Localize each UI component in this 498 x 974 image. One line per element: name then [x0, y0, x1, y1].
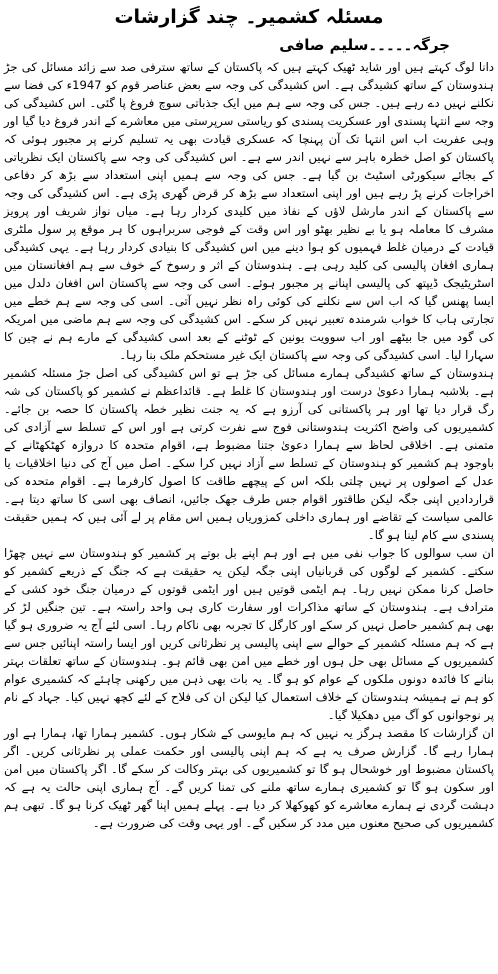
article-paragraph: ہندوستان کے ساتھ کشیدگی ہمارے مسائل کی جڑ ہے تو اس کشیدگی کی اصل جڑ مسئلہ کشمیر ہے۔ بلاشبہ ہمارا دعویٰ درست اور ہندوستان کا غلط ہے۔ قائداعظم نے کشمیر کو پاکستان کی شہ رگ قرار دیا تھا اور ہر پاکستانی کی آرزو ہے کہ یہ جنت نظیر خطہ پاکستان کا حصہ بن جائے۔ کشمیریوں کی واضح اکثریت ہندوستانی فوج سے نفرت کرتی ہے اور اس کے تسلط سے آزادی کی متمنی ہے۔ اخلاقی لحاظ سے ہمارا دعویٰ جتنا مضبوط ہے، اقوام متحدہ کا دروازہ کھٹکھٹانے کے باوجود ہم کشمیر کو ہندوستان کے تسلط سے آزاد نہیں کرا سکے۔ اصل میں آج کی دنیا اخلاقیات یا عدل کے اصولوں پر نہیں چلتی بلکہ اس کے پیچھے طاقت کا اصول کارفرما ہے۔ اقوام متحدہ کی قراردادیں اپنی جگہ لیکن طاقتور اقوام جس طرف جھک جائیں، انصاف بھی اسی کا ساتھ دیتا ہے۔ عالمی سیاست کے تقاضے اور ہماری داخلی کمزوریاں ہمیں اس مقام پر لے آئی ہیں کہ ہمیں حقیقت پسندی سے کام لینا ہو گا۔ — [4, 366, 494, 542]
article-paragraph: دانا لوگ کہتے ہیں اور شاید ٹھیک کہتے ہیں کہ پاکستان کے ساتھ سترفی صد سے زائد مسائل کی جڑ ہندوستان کے ساتھ کشیدگی ہے۔ اس کشیدگی کی وجہ سے بعض عناصر قوم کو 1947ء کی فضا سے نکلنے نہیں دے رہے ہیں۔ جس کی وجہ سے ہم میں ایک جذباتی سوچ فروغ پا گئی۔ اس کشیدگی کی وجہ سے انتہا پسندی اور عسکریت پسندی کو ریاستی سرپرستی میں معاشرے کے اندر فروغ دیا گیا اور وہی عفریت اب اس انتہا تک آن پہنچا کہ عسکری قیادت بھی یہ تسلیم کرنے پر مجبور ہوئی کہ پاکستان کو اصل خطرہ باہر سے نہیں اندر سے ہے۔ اس کشیدگی کی وجہ سے پاکستان ایک نظریاتی کے بجائے سیکورٹی اسٹیٹ بن گیا ہے۔ جس کی وجہ سے ہمیں اپنی استعداد سے بڑھ کر دفاعی اخراجات کرنے پڑ رہے ہیں اور اپنی استعداد سے بڑھ کر قرض گھری پڑی ہے۔ اس کشیدگی کی وجہ سے پاکستان کے اندر مارشل لاؤں کے نفاذ میں کلیدی کردار رہا ہے۔ میاں نواز شریف اور پرویز مشرف کا معاملہ ہو یا بے نظیر بھٹو اور اس وقت کے فوجی سربراہوں کا ہر موقع پر سول ملٹری قیادت کے درمیان غلط فہمیوں کو ہوا دینے میں اس کشیدگی کا بنیادی کردار رہا ہے۔ یہی کشیدگی ہماری افغان پالیسی کی کلید رہی ہے۔ ہندوستان کے اثر و رسوخ کے خوف سے ہم افغانستان میں اسٹریٹیجک ڈیپتھ کی پالیسی اپنانے پر مجبور ہوئے۔ اسی کی وجہ سے پاکستان اس افغان دلدل میں ایسا پھنس گیا کہ اب اس سے نکلنے کی کوئی راہ نظر نہیں آتی۔ اسی کی وجہ سے ہم خطے میں تجارتی ہاب کا خواب شرمندہ تعبیر نہیں کر سکے۔ اس کشیدگی کی وجہ سے ہم ماضی میں امریکہ کی گود میں جا بیٹھے اور اب سوویت یونین کے ٹوٹنے کے بعد اسی کشیدگی کے مارے ہم نے چین کا سہارا لیا۔ اسی کشیدگی کی وجہ سے پاکستان ایک غیر مستحکم ملک بنا رہا۔ — [4, 60, 494, 362]
article-title: مسئلہ کشمیر۔ چند گزارشات — [114, 6, 384, 28]
article-paragraph: ان سب سوالوں کا جواب نفی میں ہے اور ہم اپنے بل بوتے پر کشمیر کو ہندوستان سے نہیں چھڑا سکتے۔ کشمیر کے لوگوں کی قربانیاں اپنی جگہ لیکن یہ حقیقت ہے کہ جنگ کے ذریعے کشمیر کو حاصل کرنا ممکن نہیں رہا۔ ہم ایٹمی قوتیں ہیں اور ایٹمی قوتوں کے درمیان جنگ خود کشی کے مترادف ہے۔ ہندوستان کے ساتھ مذاکرات اور سفارت کاری ہی واحد راستہ ہے۔ تین جنگیں لڑ کر بھی ہم کشمیر حاصل نہیں کر سکے اور کارگل کا تجربہ بھی ناکام رہا۔ اسی لئے آج یہ ضروری ہو گیا ہے کہ ہم مسئلہ کشمیر کے حوالے سے اپنی پالیسی پر نظرثانی کریں اور ایسا راستہ اپنائیں جس سے کشمیریوں کے مسائل بھی حل ہوں اور خطے میں امن بھی قائم ہو۔ ہندوستان کے ساتھ تعلقات بہتر بنانے کا فائدہ دونوں ملکوں کے عوام کو ہو گا۔ یہ بات بھی ذہن میں رکھنی چاہئے کہ کشمیری عوام کو ہم نے ہمیشہ ہندوستان کے خلاف استعمال کیا لیکن ان کی فلاح کے لئے کچھ نہیں کیا۔ جہاد کے نام پر نوجوانوں کو آگ میں دھکیلا گیا۔ — [4, 546, 494, 722]
article-body — [4, 58, 494, 832]
article-paragraph: ان گزارشات کا مقصد ہرگز یہ نہیں کہ ہم مایوسی کے شکار ہوں۔ کشمیر ہمارا تھا، ہمارا ہے اور ہمارا رہے گا۔ گزارش صرف یہ ہے کہ ہم اپنی پالیسی اور حکمت عملی پر نظرثانی کریں۔ اگر پاکستان مضبوط اور خوشحال ہو گا تو کشمیریوں کی بہتر وکالت کر سکے گا۔ اگر پاکستان میں امن اور سکون ہو گا تو کشمیری ہمارے ساتھ ملنے کی تمنا کریں گے۔ آج ہماری اپنی حالت یہ ہے کہ دہشت گردی نے ہمارے معاشرے کو کھوکھلا کر دیا ہے۔ پہلے ہمیں اپنا گھر ٹھیک کرنا ہو گا۔ تبھی ہم کشمیریوں کی صحیح معنوں میں مدد کر سکیں گے۔ اور یہی وقت کی ضرورت ہے۔ — [4, 726, 494, 830]
article-byline: جرگہ۔۔۔۔۔سلیم صافی — [279, 36, 450, 54]
